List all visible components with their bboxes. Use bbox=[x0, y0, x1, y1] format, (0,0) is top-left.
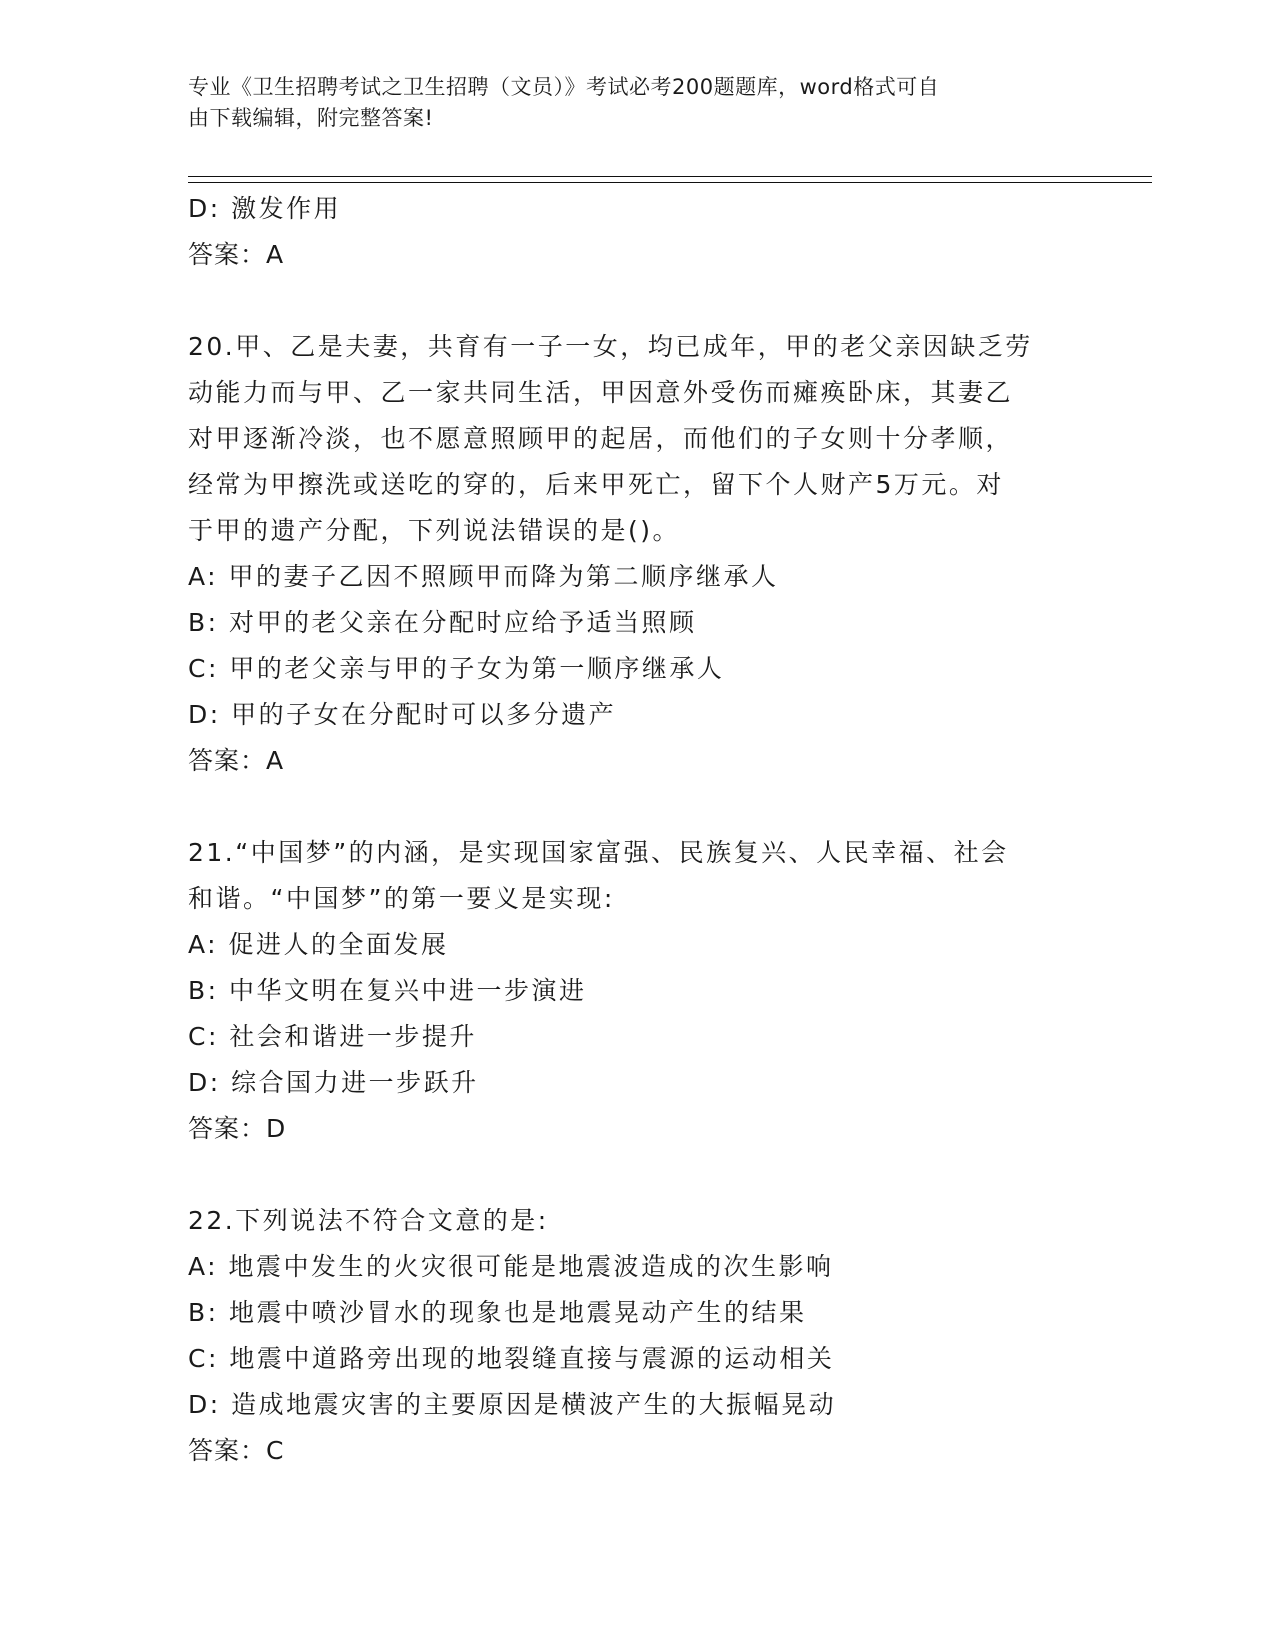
option-c: C: 地震中道路旁出现的地裂缝直接与震源的运动相关 bbox=[188, 1344, 835, 1373]
option-a: A: 促进人的全面发展 bbox=[188, 930, 449, 959]
option-d: D: 造成地震灾害的主要原因是横波产生的大振幅晃动 bbox=[188, 1390, 837, 1419]
document-header bbox=[188, 72, 1088, 134]
option-d: D: 激发作用 bbox=[188, 194, 342, 223]
header-line-1: 专业《卫生招聘考试之卫生招聘（文员）》考试必考200题题库，word格式可自 bbox=[188, 75, 940, 99]
answer-line: 答案：D bbox=[188, 1114, 287, 1143]
header-rule-bottom bbox=[188, 182, 1152, 183]
question-stem-line: 经常为甲擦洗或送吃的穿的，后来甲死亡，留下个人财产5万元。对 bbox=[188, 470, 1004, 499]
question-21 bbox=[188, 830, 1088, 1152]
question-stem-line: 和谐。“中国梦”的第一要义是实现: bbox=[188, 884, 615, 913]
spacer bbox=[188, 1152, 1088, 1198]
option-d: D: 甲的子女在分配时可以多分遗产 bbox=[188, 700, 617, 729]
spacer bbox=[188, 784, 1088, 830]
question-stem-line: 动能力而与甲、乙一家共同生活，甲因意外受伤而瘫痪卧床，其妻乙 bbox=[188, 378, 1014, 407]
document-body bbox=[188, 186, 1088, 1474]
option-b: B: 地震中喷沙冒水的现象也是地震晃动产生的结果 bbox=[188, 1298, 807, 1327]
question-19-tail bbox=[188, 186, 1088, 278]
spacer bbox=[188, 278, 1088, 324]
question-stem-line: 21.“中国梦”的内涵，是实现国家富强、民族复兴、人民幸福、社会 bbox=[188, 838, 1009, 867]
option-c: C: 社会和谐进一步提升 bbox=[188, 1022, 477, 1051]
option-b: B: 中华文明在复兴中进一步演进 bbox=[188, 976, 587, 1005]
question-stem-line: 20.甲、乙是夫妻，共育有一子一女，均已成年，甲的老父亲因缺乏劳 bbox=[188, 332, 1033, 361]
option-d: D: 综合国力进一步跃升 bbox=[188, 1068, 479, 1097]
option-a: A: 地震中发生的火灾很可能是地震波造成的次生影响 bbox=[188, 1252, 834, 1281]
answer-line: 答案：A bbox=[188, 746, 285, 775]
option-c: C: 甲的老父亲与甲的子女为第一顺序继承人 bbox=[188, 654, 725, 683]
option-a: A: 甲的妻子乙因不照顾甲而降为第二顺序继承人 bbox=[188, 562, 779, 591]
option-b: B: 对甲的老父亲在分配时应给予适当照顾 bbox=[188, 608, 697, 637]
header-rule-top bbox=[188, 176, 1152, 177]
question-22 bbox=[188, 1198, 1088, 1474]
question-stem-line: 于甲的遗产分配，下列说法错误的是()。 bbox=[188, 516, 681, 545]
question-stem-line: 22.下列说法不符合文意的是: bbox=[188, 1206, 549, 1235]
answer-line: 答案：A bbox=[188, 240, 285, 269]
header-line-2: 由下载编辑，附完整答案! bbox=[188, 106, 434, 130]
answer-line: 答案：C bbox=[188, 1436, 285, 1465]
question-stem-line: 对甲逐渐冷淡，也不愿意照顾甲的起居，而他们的子女则十分孝顺， bbox=[188, 424, 1014, 453]
question-20 bbox=[188, 324, 1088, 784]
